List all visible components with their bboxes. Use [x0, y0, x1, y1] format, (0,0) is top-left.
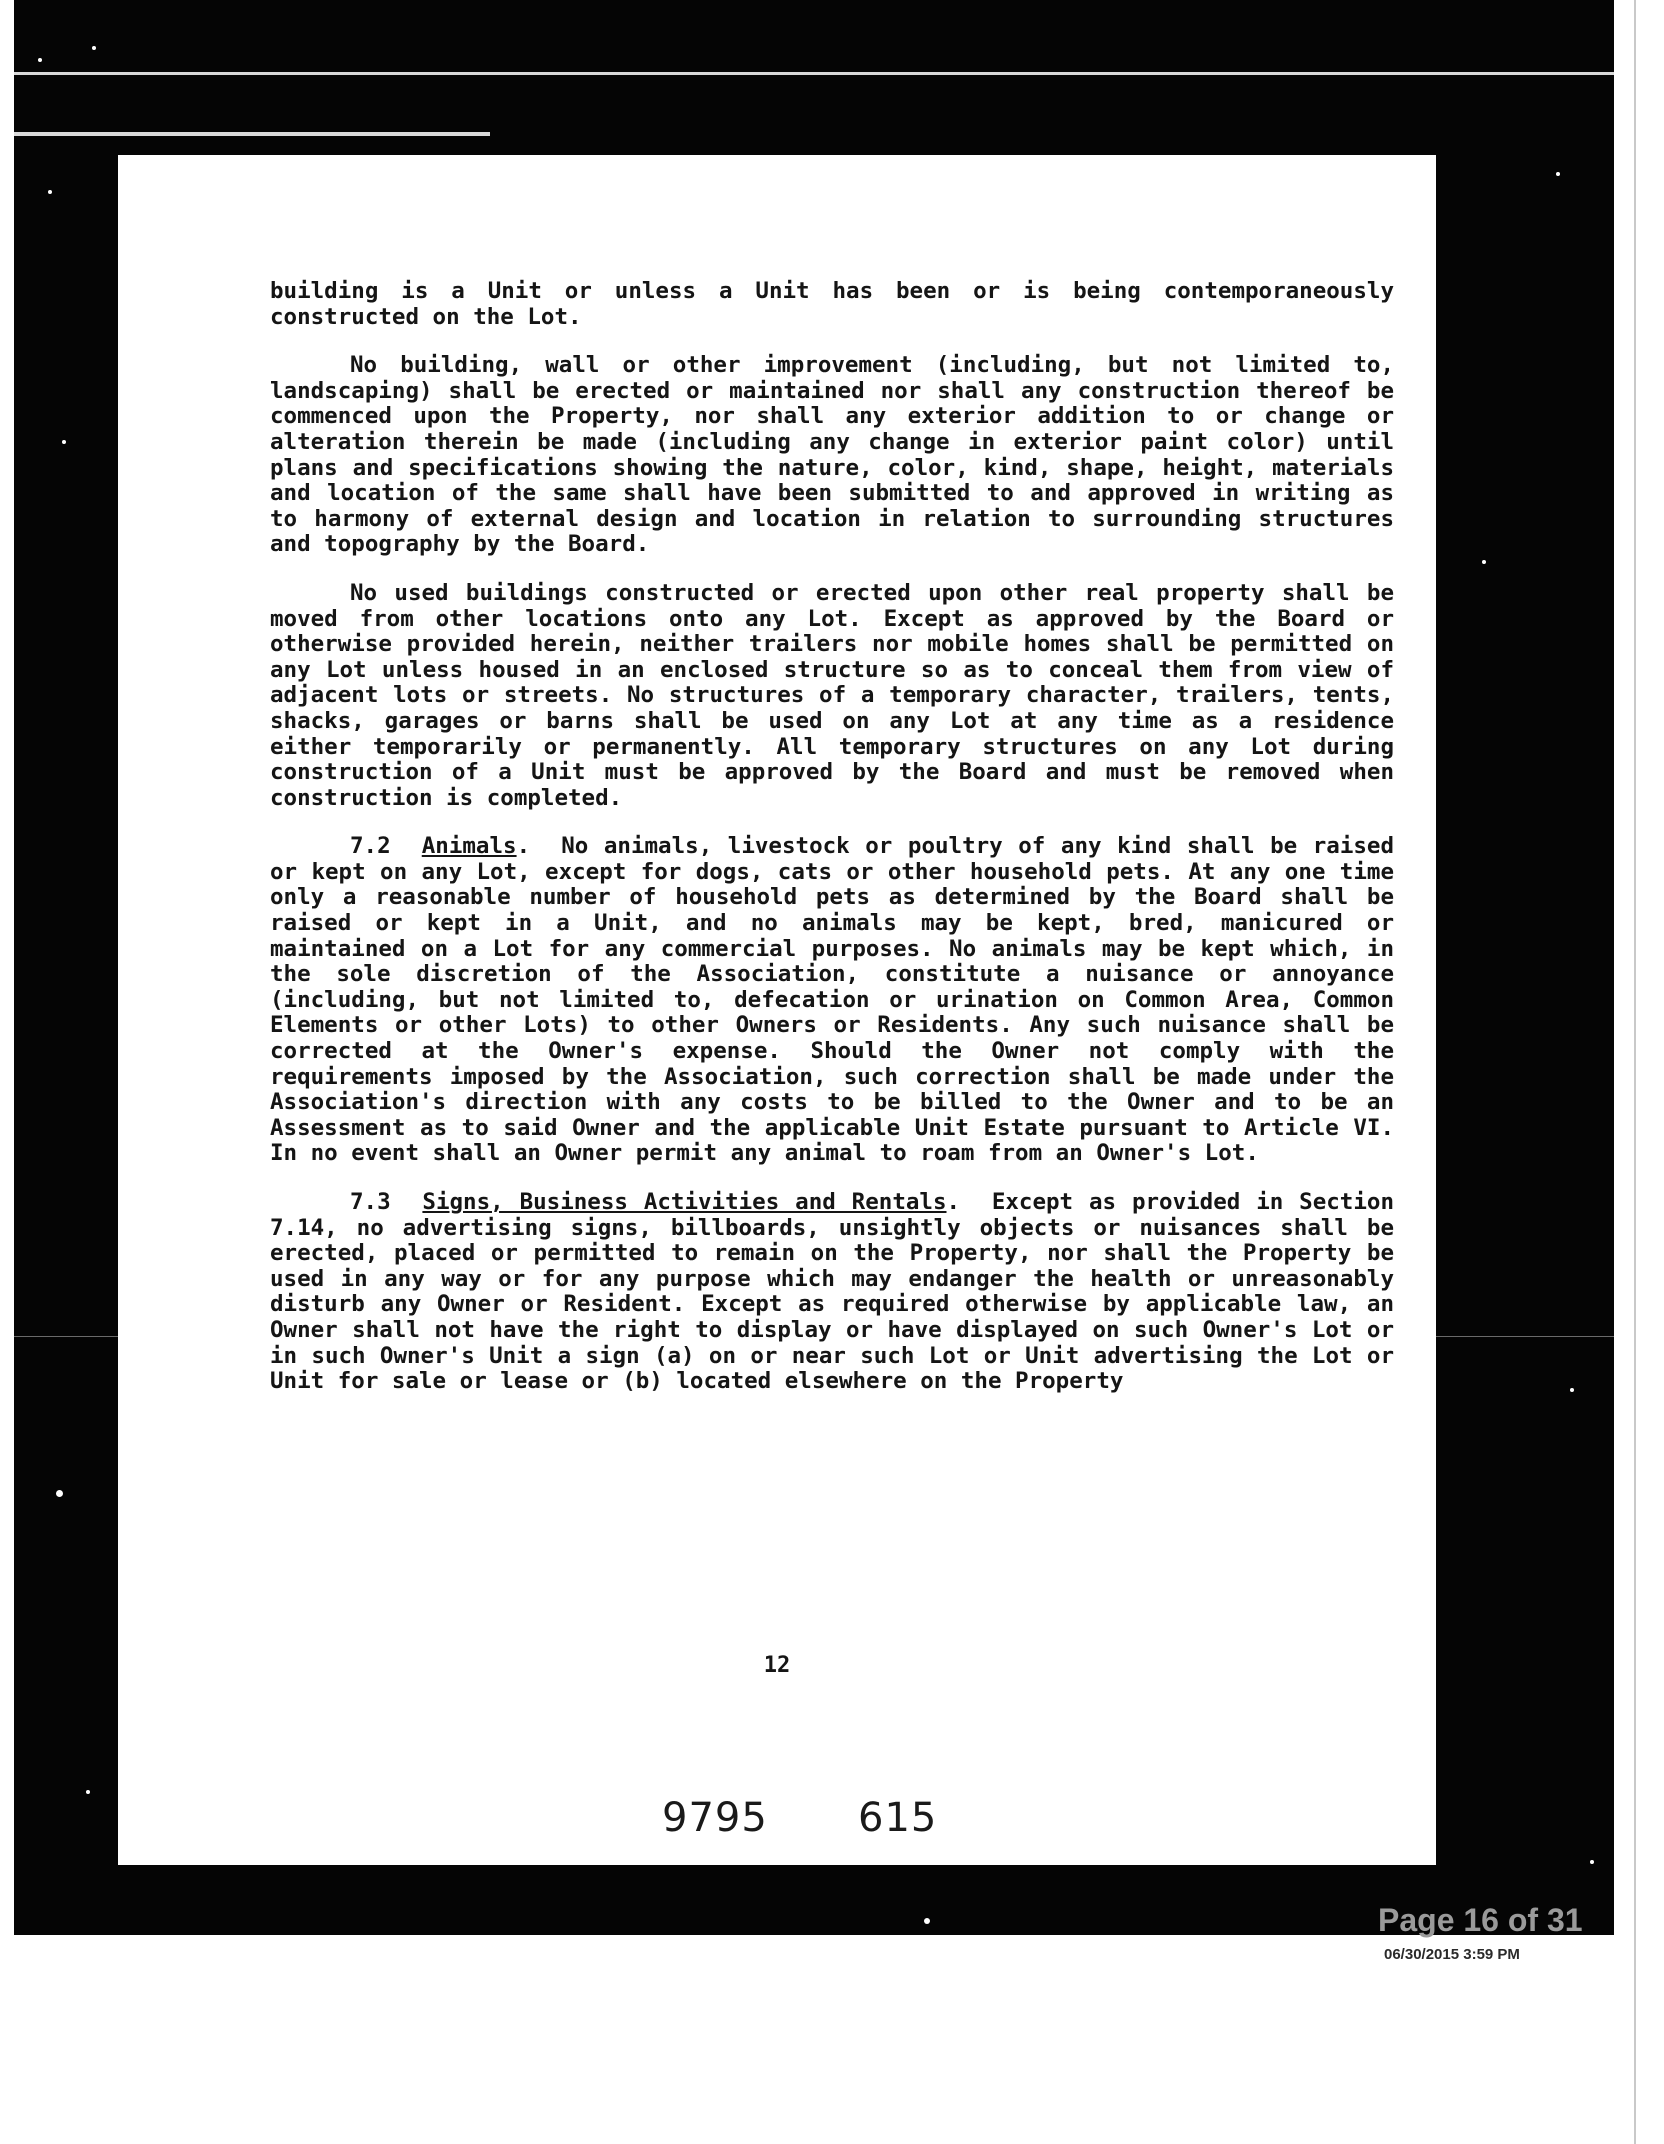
- paragraph: No building, wall or other improvement (including, but not limited to, landscaping) shall be erected or maintained nor shall any construction thereof be commenced upon the Property, nor shall any exterior addition to or change or alteration therein be made (including any change in exterior paint color) until plans and specifications showing the nature, color, kind, shape, height, materials and location of the same shall have been submitted to and approved in writing as to harmony of external design and location in relation to surrounding structures and topography by the Board.: [270, 352, 1394, 558]
- scan-speck: [86, 1790, 90, 1794]
- scan-speck: [38, 58, 42, 62]
- page-stamp: Page 16 of 31: [1378, 1902, 1583, 1938]
- section-body: No animals, livestock or poultry of any kind shall be raised or kept on any Lot, except for dogs, cats or other household pets. At any one time only a reasonable number of household pets as determined by the Board shall be raised or kept in a Unit, and no animals may be kept, bred, manicured or maintained on a Lot for any commercial purposes. No animals may be kept which, in the sole discretion of the Association, constitute a nuisance or annoyance (including, but not limited to, defecation or urination on Common Area, Common Elements or other Lots) to other Owners or Residents. Any such nuisance shall be corrected at the Owner's expense. Should the Owner not comply with the requirements imposed by the Association, such correction shall be made under the Association's direction with any costs to be billed to the Owner and to be an Assessment as to said Owner and the applicable Unit Estate pursuant to Article VI. In no event shall an Owner permit any animal to roam from an Owner's Lot.: [270, 833, 1395, 1167]
- scan-speck: [1556, 172, 1560, 176]
- scan-speck: [924, 1918, 930, 1924]
- section-number: 7.3: [350, 1189, 391, 1215]
- book-page: 615: [858, 1795, 938, 1841]
- scan-speck: [1590, 1860, 1594, 1864]
- scan-speck: [62, 440, 66, 444]
- document-page: [118, 155, 1436, 1865]
- section-number: 7.2: [350, 833, 391, 860]
- section-7-3: 7.3 Signs, Business Activities and Rentals. Except as provided in Section 7.14, no advertising signs, billboards, unsightly objects or nuisances shall be erected, placed or permitted to remain on the Property, nor shall the Property be used in any way or for any purpose which may endanger the health or unreasonably disturb any Owner or Resident. Except as required otherwise by applicable law, an Owner shall not have the right to display or have displayed on such Owner's Lot or in such Owner's Unit a sign (a) on or near such Lot or Unit advertising the Lot or Unit for sale or lease or (b) located elsewhere on the Property: [270, 1189, 1394, 1395]
- scan-speck: [1570, 1388, 1574, 1392]
- page-number: 12: [763, 1653, 791, 1678]
- margin-rule: [1634, 0, 1636, 2144]
- document-body: [270, 279, 1394, 1418]
- scan-speck: [56, 1490, 63, 1497]
- scan-edge-line: [14, 72, 1614, 75]
- scan-speck: [48, 190, 52, 194]
- paragraph: No used buildings constructed or erected upon other real property shall be moved from other locations onto any Lot. Except as approved by the Board or otherwise provided herein, neither trailers nor mobile homes shall be permitted on any Lot unless housed in an enclosed structure so as to conceal them from view of adjacent lots or streets. No structures of a temporary character, trailers, tents, shacks, garages or barns shall be used on any Lot at any time as a residence either temporarily or permanently. All temporary structures on any Lot during construction of a Unit must be approved by the Board and must be removed when construction is completed.: [270, 579, 1394, 811]
- paragraph: building is a Unit or unless a Unit has been or is being contemporaneously constructed on the Lot.: [270, 278, 1394, 330]
- scan-edge-notch: [14, 132, 490, 136]
- date-stamp: 06/30/2015 3:59 PM: [1384, 1946, 1520, 1963]
- section-body: Except as provided in Section 7.14, no advertising signs, billboards, unsightly objects or nuisances shall be erected, placed or permitted to remain on the Property, nor shall the Property be used in any way or for any purpose which may endanger the health or unreasonably disturb any Owner or Resident. Except as required otherwise by applicable law, an Owner shall not have the right to display or have displayed on such Owner's Lot or in such Owner's Unit a sign (a) on or near such Lot or Unit advertising the Lot or Unit for sale or lease or (b) located elsewhere on the Property: [270, 1189, 1394, 1395]
- section-7-2: 7.2 Animals. No animals, livestock or poultry of any kind shall be raised or kept on any Lot, except for dogs, cats or other household pets. At any one time only a reasonable number of household pets as determined by the Board shall be raised or kept in a Unit, and no animals may be kept, bred, manicured or maintained on a Lot for any commercial purposes. No animals may be kept which, in the sole discretion of the Association, constitute a nuisance or annoyance (including, but not limited to, defecation or urination on Common Area, Common Elements or other Lots) to other Owners or Residents. Any such nuisance shall be corrected at the Owner's expense. Should the Owner not comply with the requirements imposed by the Association, such correction shall be made under the Association's direction with any costs to be billed to the Owner and to be an Assessment as to said Owner and the applicable Unit Estate pursuant to Article VI. In no event shall an Owner permit any animal to roam from an Owner's Lot.: [270, 833, 1395, 1167]
- section-heading: Signs, Business Activities and Rentals: [422, 1189, 947, 1215]
- book-number: 9795: [662, 1795, 768, 1841]
- section-heading: Animals: [421, 833, 517, 860]
- scan-speck: [1482, 560, 1486, 564]
- scan-speck: [92, 46, 96, 50]
